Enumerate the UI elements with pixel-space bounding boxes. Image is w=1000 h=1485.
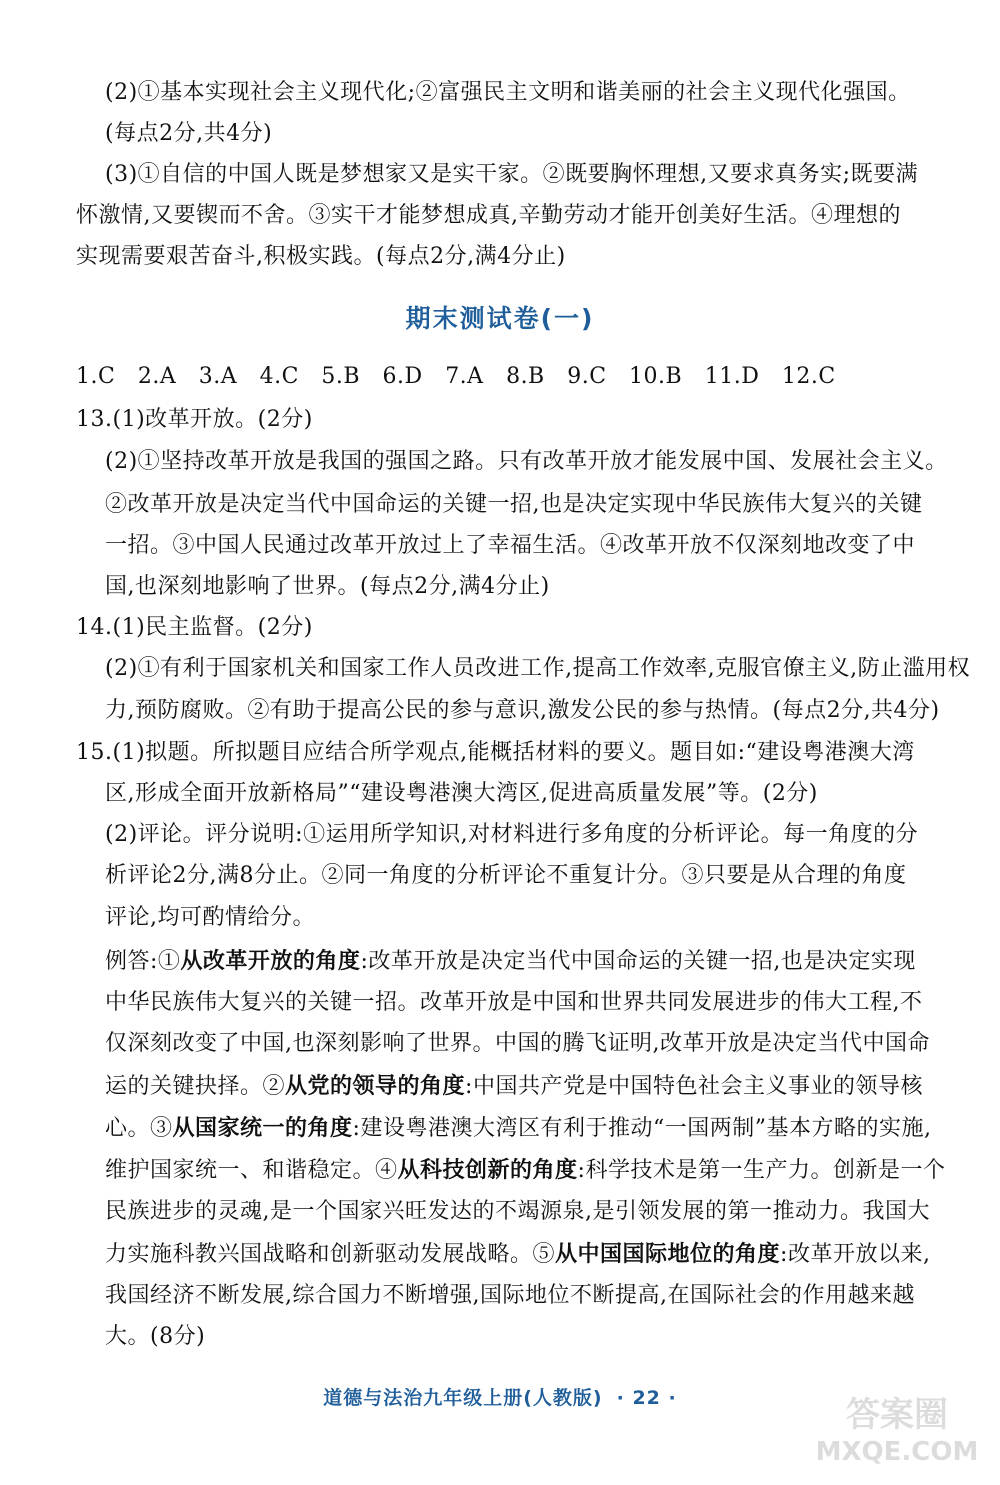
example-answer-line: 力实施科教兴国战略和创新驱动发展战略。⑤从中国国际地位的角度:改革开放以来, (105, 1241, 931, 1267)
answer-heading: 从国家统一的角度 (172, 1115, 353, 1141)
text-line: 析评论2分,满8分止。②同一角度的分析评论不重复计分。③只要是从合理的角度 (105, 863, 907, 888)
example-answer-line: 民族进步的灵魂,是一个国家兴旺发达的不竭源泉,是引领发展的第一推动力。我国大 (105, 1199, 930, 1224)
answer-heading: 从中国国际地位的角度 (555, 1241, 781, 1267)
text-line: 怀激情,又要锲而不舍。③实干才能梦想成真,辛勤劳动才能开创美好生活。④理想的 (76, 203, 901, 228)
example-answer-line: 心。③从国家统一的角度:建设粤港澳大湾区有利于推动“一国两制”基本方略的实施, (105, 1115, 932, 1141)
example-answer-line: 维护国家统一、和谐稳定。④从科技创新的角度:科学技术是第一生产力。创新是一个 (105, 1157, 946, 1183)
answer-heading: 从改革开放的角度 (180, 948, 361, 974)
text-line: 实现需要艰苦奋斗,积极实践。(每点2分,满4分止) (76, 244, 566, 269)
watermark-logo (807, 1386, 982, 1471)
page-number: · 22 · (616, 1387, 677, 1409)
example-answer-line: 我国经济不断发展,综合国力不断增强,国际地位不断提高,在国际社会的作用越来越 (105, 1283, 915, 1308)
text-line: (每点2分,共4分) (105, 121, 273, 146)
example-answer-line: 仅深刻改变了中国,也深刻影响了世界。中国的腾飞证明,改革开放是决定当代中国命 (105, 1031, 930, 1056)
answer-heading: 从科技创新的角度 (397, 1157, 578, 1183)
answer-heading: 从党的领导的角度 (285, 1073, 466, 1099)
book-title: 道德与法治九年级上册(人教版) (323, 1387, 603, 1409)
text-line: (2)①坚持改革开放是我国的强国之路。只有改革开放才能发展中国、发展社会主义。 (105, 449, 948, 474)
text-line: 一招。③中国人民通过改革开放过上了幸福生活。④改革开放不仅深刻地改变了中 (105, 533, 916, 558)
example-answer-line: 中华民族伟大复兴的关键一招。改革开放是中国和世界共同发展进步的伟大工程,不 (105, 990, 923, 1015)
text-line: (2)①基本实现社会主义现代化;②富强民主文明和谐美丽的社会主义现代化强国。 (105, 80, 911, 105)
text-line: 14.(1)民主监督。(2分) (76, 615, 313, 640)
text-line: (2)评论。评分说明:①运用所学知识,对材料进行多角度的分析评论。每一角度的分 (105, 822, 919, 847)
example-answer-line: 大。(8分) (105, 1324, 206, 1349)
text-line: (2)①有利于国家机关和国家工作人员改进工作,提高工作效率,克服官僚主义,防止滥用权 (105, 656, 971, 681)
text-line: 评论,均可酌情给分。 (105, 905, 315, 930)
text-line: ②改革开放是决定当代中国命运的关键一招,也是决定实现中华民族伟大复兴的关键 (105, 492, 923, 517)
svg-text:MXQE.COM: MXQE.COM (815, 1437, 979, 1467)
svg-text:答案圈: 答案圈 (846, 1395, 948, 1435)
text-line: 15.(1)拟题。所拟题目应结合所学观点,能概括材料的要义。题目如:“建设粤港澳大湾 (76, 740, 915, 765)
section-title: 期末测试卷(一) (405, 304, 595, 333)
text-line: (3)①自信的中国人既是梦想家又是实干家。②既要胸怀理想,又要求真务实;既要满 (105, 162, 919, 187)
example-answer-line: 运的关键抉择。②从党的领导的角度:中国共产党是中国特色社会主义事业的领导核 (105, 1073, 923, 1099)
text-line: 区,形成全面开放新格局”“建设粤港澳大湾区,促进高质量发展”等。(2分) (105, 781, 818, 806)
text-line: 国,也深刻地影响了世界。(每点2分,满4分止) (105, 574, 550, 599)
text-line: 力,预防腐败。②有助于提高公民的参与意识,激发公民的参与热情。(每点2分,共4分) (105, 698, 940, 723)
text-line: 13.(1)改革开放。(2分) (76, 407, 313, 432)
answer-key-line: 1.C 2.A 3.A 4.C 5.B 6.D 7.A 8.B 9.C 10.B 11.D 12.C (76, 364, 836, 389)
example-answer-line: 例答:①从改革开放的角度:改革开放是决定当代中国命运的关键一招,也是决定实现 (105, 948, 916, 974)
